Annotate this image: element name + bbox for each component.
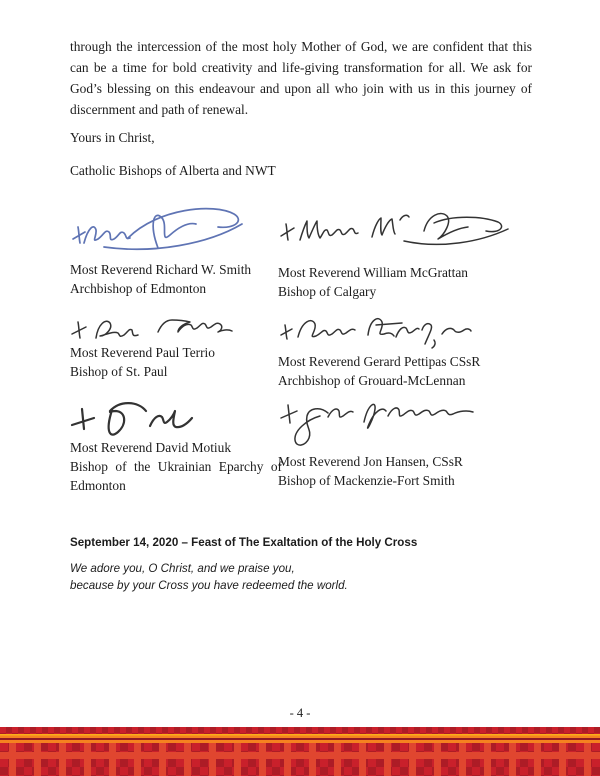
signer-name: Most Reverend Paul Terrio [70,345,215,360]
signer-block-paul-terrio [70,343,282,381]
signer-title: Bishop of Mackenzie-Fort Smith [278,473,455,488]
signer-block-david-motiuk [70,438,282,495]
page-number: - 4 - [289,706,311,720]
william-mcgrattan-signature [276,203,521,255]
salutation: Yours in Christ, [70,130,155,145]
signer-block-jon-hansen [278,452,528,490]
signer-block-william-mcgrattan [278,263,528,301]
gerard-pettipas-signature [276,312,476,352]
prayer-line-1: We adore you, O Christ, and we praise you, [70,562,295,575]
signer-title: Bishop of St. Paul [70,364,168,379]
signer-name: Most Reverend William McGrattan [278,265,468,280]
signer-name: Most Reverend Richard W. Smith [70,262,252,277]
signatory-group: Catholic Bishops of Alberta and NWT [70,163,276,178]
david-motiuk-signature [66,398,221,440]
signer-name: Most Reverend Jon Hansen, CSsR [278,454,463,469]
richard-w-smith-signature [66,198,256,256]
band-mosaic-pattern [0,743,600,776]
closing-paragraph: through the intercession of the most holy Mother of God, we are confident that this can be a time for bold creativity and life-giving transformation for all. We ask for God’s blessing on this endeavour and upon all who join with us in this journey of discernment and path of renewal. [70,39,532,117]
signer-name: Most Reverend David Motiuk [70,440,232,455]
signer-block-gerard-pettipas [278,352,528,390]
signer-title: Bishop of Calgary [278,284,377,299]
paul-terrio-signature [66,310,246,344]
signer-name: Most Reverend Gerard Pettipas CSsR [278,354,481,369]
signer-title: Archbishop of Edmonton [70,281,207,296]
signer-title: Archbishop of Grouard-McLennan [278,373,466,388]
decorative-footer-band [0,727,600,776]
jon-hansen-signature [276,396,481,452]
prayer-line-2: because by your Cross you have redeemed the world. [70,579,348,592]
signer-title: Bishop of the Ukrainian Eparchy of Edmonton [70,459,282,493]
prayer-text [70,560,348,594]
band-checker-strip [0,727,600,734]
feast-date-line: September 14, 2020 – Feast of The Exaltation of the Holy Cross [70,536,418,549]
signer-block-richard-w-smith [70,260,282,298]
